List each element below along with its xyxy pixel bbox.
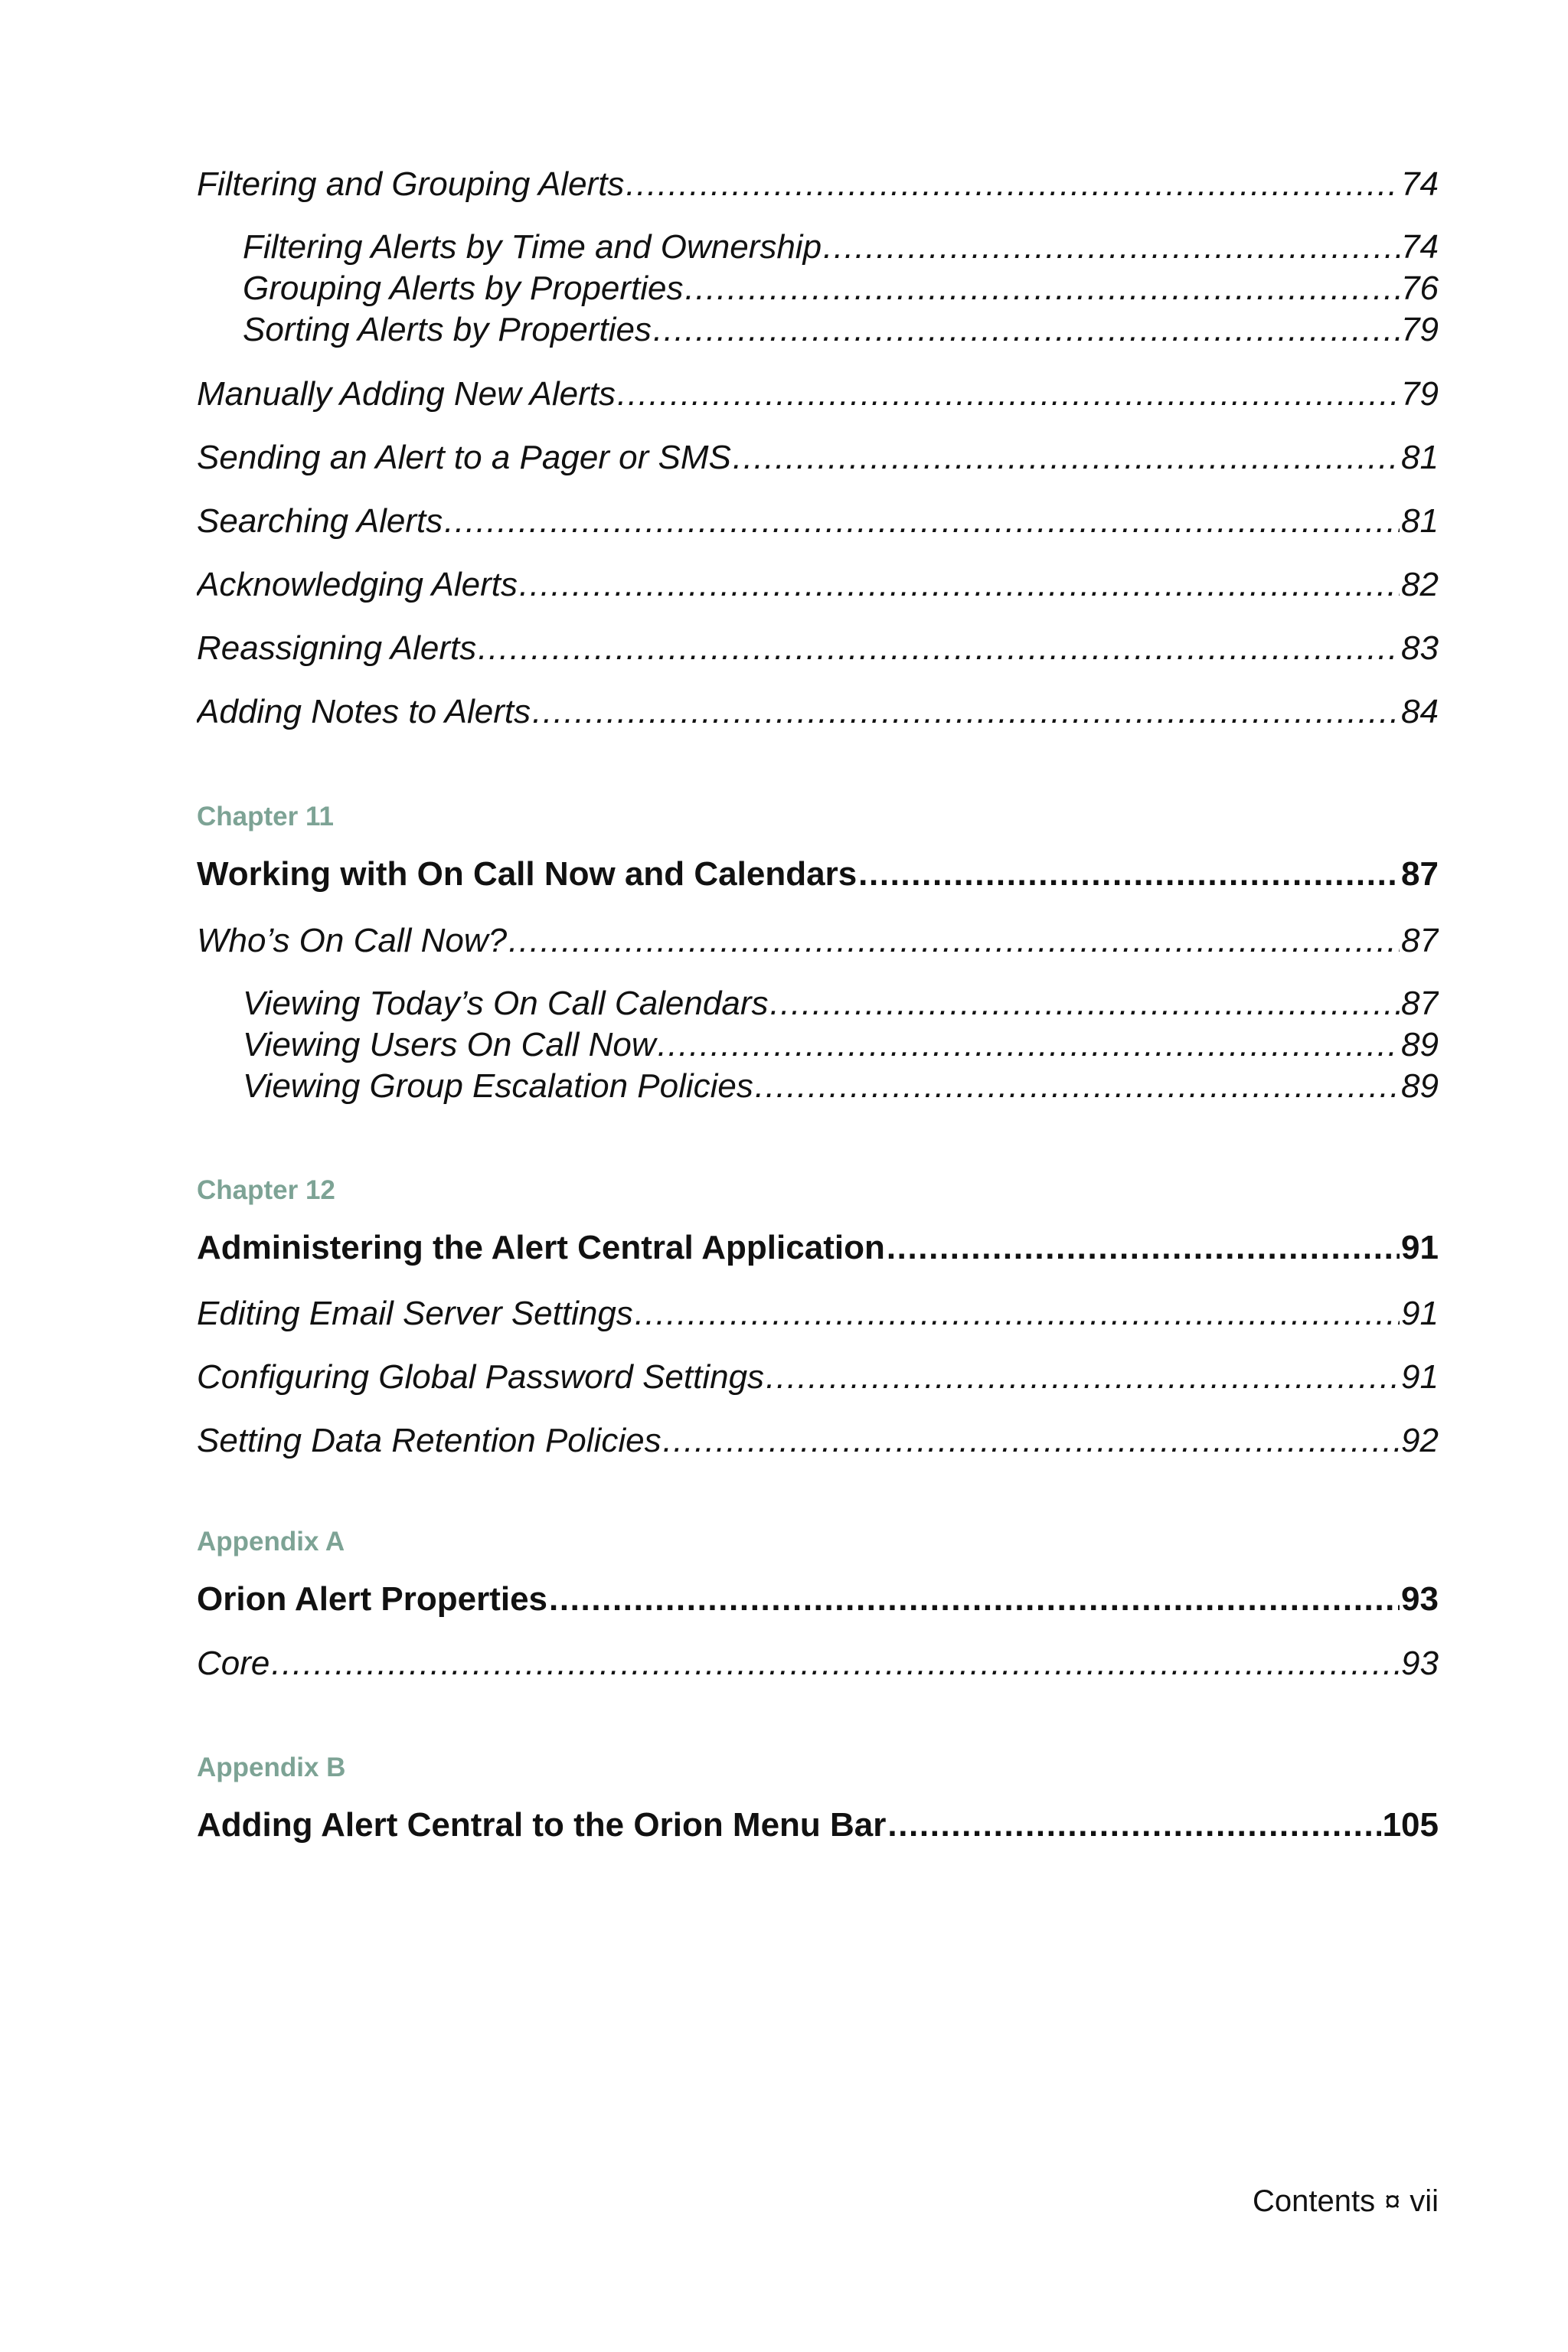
toc-entry-title: Filtering and Grouping Alerts [197,165,625,203]
toc-subentry[interactable] [197,1026,1439,1064]
toc-entry-title: Grouping Alerts by Properties [243,270,684,307]
toc-entry-page: 79 [1401,311,1439,348]
toc-entry[interactable] [197,1295,1439,1333]
leader-dots [626,165,1400,204]
toc-subentry[interactable] [197,1067,1439,1106]
toc-entry-title: Editing Email Server Settings [197,1295,633,1332]
toc-entry-title: Sorting Alerts by Properties [243,311,652,348]
toc-chapter-entry[interactable] [197,1229,1439,1267]
leader-dots [887,1806,1380,1844]
toc-entry-page: 83 [1401,629,1439,667]
leader-dots [658,1026,1400,1064]
toc-entry-page: 74 [1401,228,1439,266]
toc-entry[interactable] [197,375,1439,413]
leader-dots [271,1645,1400,1683]
toc-entry-page: 87 [1401,922,1439,959]
leader-dots [617,375,1400,413]
toc-entry-page: 92 [1401,1422,1439,1459]
toc-entry-title: Reassigning Alerts [197,629,477,667]
leader-dots [823,228,1400,266]
appendix-label: Appendix B [197,1753,346,1782]
footer-separator-icon: ¤ [1384,2186,1401,2218]
toc-entry-page: 81 [1401,502,1439,540]
toc-entry-title: Administering the Alert Central Application [197,1229,885,1266]
leader-dots [478,629,1400,668]
footer-section: Contents [1252,2184,1376,2218]
appendix-label: Appendix A [197,1527,345,1557]
toc-entry-page: 84 [1401,693,1439,730]
toc-entry-page: 89 [1401,1067,1439,1105]
toc-entry-title: Configuring Global Password Settings [197,1358,765,1396]
toc-subentry[interactable] [197,985,1439,1023]
toc-entry-page: 76 [1401,270,1439,307]
leader-dots [766,1358,1400,1396]
leader-dots [653,311,1400,349]
toc-entry-page: 91 [1401,1295,1439,1332]
toc-entry-page: 93 [1401,1580,1439,1618]
toc-entry-page: 81 [1401,439,1439,476]
toc-entry-title: Orion Alert Properties [197,1580,548,1618]
toc-entry-title: Filtering Alerts by Time and Ownership [243,228,822,266]
leader-dots [733,439,1400,477]
toc-entry-page: 93 [1401,1645,1439,1682]
toc-entry-page: 82 [1401,566,1439,603]
toc-subentry[interactable] [197,228,1439,266]
leader-dots [635,1295,1400,1333]
chapter-label: Chapter 11 [197,802,334,831]
toc-entry[interactable] [197,566,1439,604]
leader-dots [663,1422,1400,1460]
leader-dots [508,922,1400,960]
toc-entry-title: Working with On Call Now and Calendars [197,855,858,893]
toc-entry-title: Acknowledging Alerts [197,566,518,603]
leader-dots [685,270,1400,308]
toc-entry-page: 91 [1401,1229,1439,1266]
leader-dots [887,1229,1400,1267]
footer-page-number: vii [1410,2184,1439,2218]
leader-dots [755,1067,1400,1106]
toc-entry[interactable] [197,922,1439,960]
toc-entry-title: Viewing Group Escalation Policies [243,1067,753,1105]
toc-entry-title: Adding Alert Central to the Orion Menu Bar [197,1806,887,1844]
toc-entry-page: 91 [1401,1358,1439,1396]
toc-entry[interactable] [197,165,1439,204]
toc-entry[interactable] [197,439,1439,477]
toc-entry-title: Core [197,1645,270,1682]
toc-entry-page: 89 [1401,1026,1439,1063]
toc-entry-title: Manually Adding New Alerts [197,375,616,413]
toc-entry-page: 87 [1401,855,1439,893]
leader-dots [444,502,1400,541]
page-footer [1253,2184,1439,2219]
toc-entry-title: Viewing Users On Call Now [243,1026,656,1063]
toc-entry-title: Who’s On Call Now? [197,922,508,959]
toc-entry-title: Sending an Alert to a Pager or SMS [197,439,731,476]
toc-entry-page: 79 [1401,375,1439,413]
toc-chapter-entry[interactable] [197,1806,1439,1844]
toc-entry[interactable] [197,629,1439,668]
toc-chapter-entry[interactable] [197,1580,1439,1619]
chapter-label: Chapter 12 [197,1175,335,1205]
toc-entry-page: 74 [1401,165,1439,203]
toc-chapter-entry[interactable] [197,855,1439,893]
toc-subentry[interactable] [197,311,1439,349]
toc-entry-title: Viewing Today’s On Call Calendars [243,985,769,1022]
leader-dots [858,855,1400,893]
leader-dots [769,985,1400,1023]
toc-entry-page: 87 [1401,985,1439,1022]
toc-entry[interactable] [197,1358,1439,1396]
leader-dots [519,566,1400,604]
toc-entry-title: Setting Data Retention Policies [197,1422,662,1459]
leader-dots [532,693,1400,731]
toc-subentry[interactable] [197,270,1439,308]
toc-entry-title: Adding Notes to Alerts [197,693,531,730]
toc-entry-title: Searching Alerts [197,502,443,540]
leader-dots [549,1580,1400,1619]
toc-entry[interactable] [197,502,1439,541]
toc-entry[interactable] [197,693,1439,731]
toc-entry-page: 105 [1382,1806,1439,1844]
toc-entry[interactable] [197,1422,1439,1460]
toc-entry[interactable] [197,1645,1439,1683]
